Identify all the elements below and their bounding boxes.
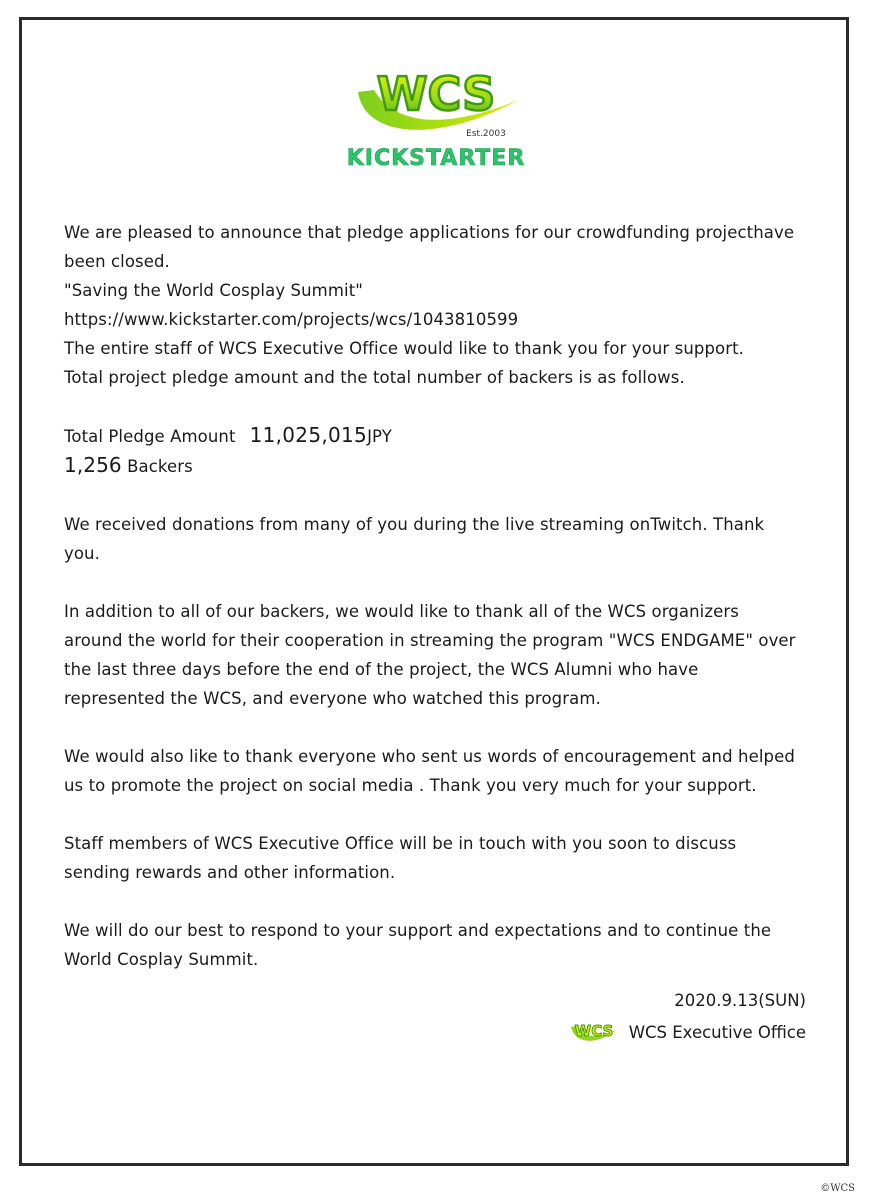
donations-line-1: We received donations from many of you during the live streaming onTwitch. Thank <box>64 515 765 534</box>
pledge-label: Total Pledge Amount <box>64 427 236 446</box>
signature-date: 2020.9.13(SUN) <box>674 991 806 1010</box>
pledge-total <box>64 421 824 451</box>
organizers-line-2: around the world for their cooperation in streaming the program "WCS ENDGAME" over <box>64 631 796 650</box>
signature-block <box>567 985 806 1049</box>
backers-label: Backers <box>127 457 193 476</box>
intro-line-2: been closed. <box>64 252 170 271</box>
copyright-notice: ©WCS <box>820 1183 855 1194</box>
backers-count: 1,256 <box>64 453 122 477</box>
backers-total <box>64 451 824 481</box>
signature-row <box>567 1017 806 1049</box>
pledge-amount: 11,025,015 <box>249 423 368 447</box>
staff-line-1: Staff members of WCS Executive Office will be in touch with you soon to discuss <box>64 834 737 853</box>
wcs-kickstarter-logo <box>336 52 536 176</box>
logo-kickstarter-text: KICKSTARTER <box>346 146 526 171</box>
pledge-unit: JPY <box>367 427 392 446</box>
intro-line-1: We are pleased to announce that pledge applications for our crowdfunding projecthave <box>64 223 795 242</box>
organizers-line-4: represented the WCS, and everyone who watched this program. <box>64 689 601 708</box>
mini-logo-text: WCS <box>574 1022 614 1040</box>
donations-line-2: you. <box>64 544 100 563</box>
thanks-line: The entire staff of WCS Executive Office would like to thank you for your support. <box>64 339 745 358</box>
staff-line-2: sending rewards and other information. <box>64 863 396 882</box>
closing-line-2: World Cosplay Summit. <box>64 950 259 969</box>
organizers-line-1: In addition to all of our backers, we would like to thank all of the WCS organizers <box>64 602 739 621</box>
logo-wcs-text: WCS <box>376 67 496 121</box>
encourage-line-1: We would also like to thank everyone who sent us words of encouragement and helped <box>64 747 795 766</box>
summary-line: Total project pledge amount and the total number of backers is as follows. <box>64 368 685 387</box>
project-url: https://www.kickstarter.com/projects/wcs/1043810599 <box>64 310 519 329</box>
closing-line-1: We will do our best to respond to your support and expectations and to continue the <box>64 921 772 940</box>
project-title: "Saving the World Cosplay Summit" <box>64 281 363 300</box>
signature-office: WCS Executive Office <box>628 1023 806 1042</box>
encourage-line-2: us to promote the project on social media . Thank you very much for your support. <box>64 776 757 795</box>
logo-est-text: Est.2003 <box>466 129 506 139</box>
wcs-mini-logo-icon <box>567 1017 621 1049</box>
announcement-body <box>64 218 824 974</box>
organizers-line-3: the last three days before the end of the project, the WCS Alumni who have <box>64 660 699 679</box>
